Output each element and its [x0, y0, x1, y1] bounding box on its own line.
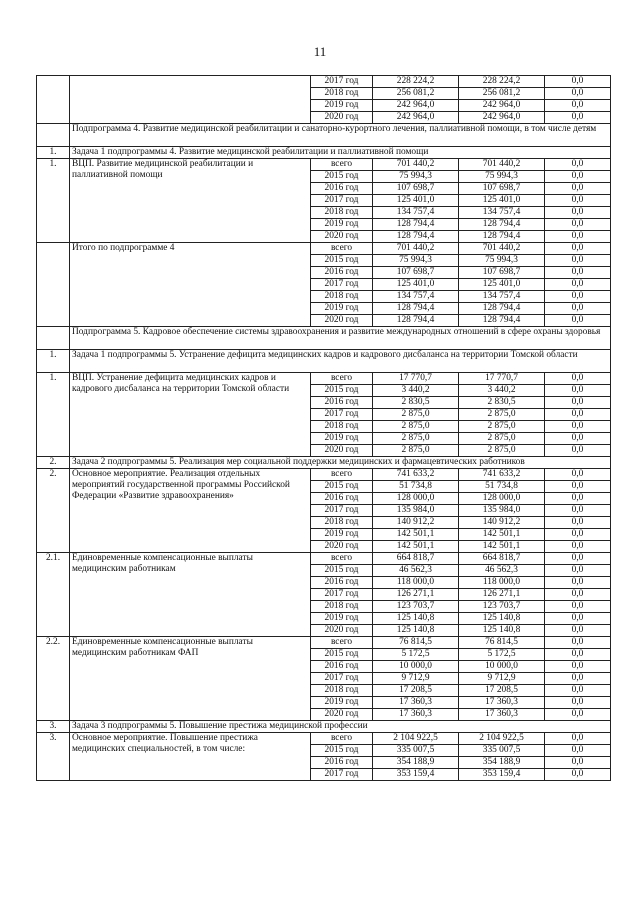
other-cell: 0,0 [545, 589, 611, 601]
period-cell: 2015 год [311, 745, 373, 757]
total-cell: 17 208,5 [373, 685, 459, 697]
table-row [37, 159, 611, 171]
period-cell: 2017 год [311, 505, 373, 517]
other-cell: 0,0 [545, 553, 611, 565]
period-cell: 2018 год [311, 601, 373, 613]
total-cell: 128 794,4 [373, 219, 459, 231]
budget-cell: 75 994,3 [459, 171, 545, 183]
other-cell: 0,0 [545, 219, 611, 231]
period-cell: 2018 год [311, 207, 373, 219]
table-row [37, 76, 611, 88]
table-body [37, 76, 611, 781]
budget-cell: 2 875,0 [459, 445, 545, 457]
total-cell: 123 703,7 [373, 601, 459, 613]
period-cell: всего [311, 637, 373, 649]
total-cell: 17 360,3 [373, 709, 459, 721]
budget-cell: 75 994,3 [459, 255, 545, 267]
other-cell: 0,0 [545, 231, 611, 243]
other-cell: 0,0 [545, 673, 611, 685]
budget-cell: 242 964,0 [459, 100, 545, 112]
section-header-text: Подпрограмма 5. Кадровое обеспечение системы здравоохранения и развитие международных отношений в сфере охраны здоровья [70, 327, 611, 350]
total-cell: 354 188,9 [373, 757, 459, 769]
budget-cell: 701 440,2 [459, 159, 545, 171]
row-number: 2.1. [37, 553, 70, 637]
budget-cell: 142 501,1 [459, 541, 545, 553]
other-cell: 0,0 [545, 303, 611, 315]
period-cell: 2017 год [311, 409, 373, 421]
period-cell: 2020 год [311, 709, 373, 721]
period-cell: 2016 год [311, 397, 373, 409]
total-cell: 76 814,5 [373, 637, 459, 649]
total-cell: 128 000,0 [373, 493, 459, 505]
activity-name [70, 76, 311, 124]
row-number [37, 76, 70, 124]
other-cell: 0,0 [545, 409, 611, 421]
period-cell: всего [311, 733, 373, 745]
budget-cell: 2 875,0 [459, 409, 545, 421]
total-cell: 125 401,0 [373, 195, 459, 207]
period-cell: 2018 год [311, 88, 373, 100]
total-cell: 126 271,1 [373, 589, 459, 601]
other-cell: 0,0 [545, 517, 611, 529]
total-cell: 128 794,4 [373, 231, 459, 243]
budget-cell: 353 159,4 [459, 769, 545, 781]
total-cell: 75 994,3 [373, 171, 459, 183]
period-cell: 2015 год [311, 385, 373, 397]
period-cell: 2015 год [311, 171, 373, 183]
other-cell: 0,0 [545, 637, 611, 649]
period-cell: 2017 год [311, 769, 373, 781]
budget-cell: 142 501,1 [459, 529, 545, 541]
total-cell: 125 401,0 [373, 279, 459, 291]
other-cell: 0,0 [545, 433, 611, 445]
section-header-text: Задача 3 подпрограммы 5. Повышение престижа медицинской профессии [70, 721, 611, 733]
row-number: 2. [37, 457, 70, 469]
other-cell: 0,0 [545, 565, 611, 577]
total-cell: 664 818,7 [373, 553, 459, 565]
other-cell: 0,0 [545, 649, 611, 661]
table-row [37, 373, 611, 385]
total-cell: 134 757,4 [373, 207, 459, 219]
other-cell: 0,0 [545, 625, 611, 637]
budget-cell: 741 633,2 [459, 469, 545, 481]
budget-cell: 51 734,8 [459, 481, 545, 493]
total-cell: 2 875,0 [373, 421, 459, 433]
period-cell: 2018 год [311, 517, 373, 529]
total-cell: 9 712,9 [373, 673, 459, 685]
row-number: 2.2. [37, 637, 70, 721]
activity-name: Итого по подпрограмме 4 [70, 243, 311, 327]
other-cell: 0,0 [545, 769, 611, 781]
total-cell: 701 440,2 [373, 243, 459, 255]
budget-cell: 2 830,5 [459, 397, 545, 409]
budget-cell: 135 984,0 [459, 505, 545, 517]
budget-cell: 5 172,5 [459, 649, 545, 661]
budget-cell: 107 698,7 [459, 267, 545, 279]
period-cell: всего [311, 159, 373, 171]
period-cell: 2016 год [311, 757, 373, 769]
budget-cell: 107 698,7 [459, 183, 545, 195]
period-cell: 2018 год [311, 421, 373, 433]
total-cell: 107 698,7 [373, 183, 459, 195]
section-header-text: Подпрограмма 4. Развитие медицинской реабилитации и санаторно-курортного лечения, паллиативной помощи, в том числе детям [70, 124, 611, 147]
other-cell: 0,0 [545, 112, 611, 124]
budget-cell: 128 794,4 [459, 303, 545, 315]
period-cell: 2019 год [311, 303, 373, 315]
period-cell: 2020 год [311, 541, 373, 553]
total-cell: 107 698,7 [373, 267, 459, 279]
period-cell: 2016 год [311, 661, 373, 673]
period-cell: 2017 год [311, 673, 373, 685]
period-cell: 2018 год [311, 685, 373, 697]
period-cell: 2019 год [311, 697, 373, 709]
total-cell: 353 159,4 [373, 769, 459, 781]
section-header-row [37, 124, 611, 147]
budget-cell: 335 007,5 [459, 745, 545, 757]
activity-name: Единовременные компенсационные выплаты медицинским работникам ФАП [70, 637, 311, 721]
other-cell: 0,0 [545, 505, 611, 517]
other-cell: 0,0 [545, 601, 611, 613]
budget-cell: 134 757,4 [459, 291, 545, 303]
other-cell: 0,0 [545, 183, 611, 195]
table-row [37, 469, 611, 481]
total-cell: 242 964,0 [373, 112, 459, 124]
total-cell: 5 172,5 [373, 649, 459, 661]
row-number: 1. [37, 159, 70, 243]
total-cell: 2 875,0 [373, 445, 459, 457]
period-cell: всего [311, 373, 373, 385]
other-cell: 0,0 [545, 279, 611, 291]
table-row [37, 637, 611, 649]
section-header-text: Задача 1 подпрограммы 4. Развитие медицинской реабилитации и паллиативной помощи [70, 147, 611, 159]
period-cell: 2017 год [311, 195, 373, 207]
table-row [37, 243, 611, 255]
period-cell: 2017 год [311, 589, 373, 601]
budget-cell: 10 000,0 [459, 661, 545, 673]
period-cell: 2020 год [311, 315, 373, 327]
period-cell: 2018 год [311, 291, 373, 303]
other-cell: 0,0 [545, 385, 611, 397]
activity-name: ВЦП. Устранение дефицита медицинских кадров и кадрового дисбаланса на территории Томской области [70, 373, 311, 457]
total-cell: 10 000,0 [373, 661, 459, 673]
total-cell: 2 875,0 [373, 409, 459, 421]
total-cell: 142 501,1 [373, 529, 459, 541]
other-cell: 0,0 [545, 685, 611, 697]
budget-cell: 125 401,0 [459, 279, 545, 291]
total-cell: 135 984,0 [373, 505, 459, 517]
other-cell: 0,0 [545, 481, 611, 493]
budget-cell: 242 964,0 [459, 112, 545, 124]
other-cell: 0,0 [545, 745, 611, 757]
total-cell: 125 140,8 [373, 625, 459, 637]
other-cell: 0,0 [545, 76, 611, 88]
section-header-row [37, 457, 611, 469]
period-cell: 2019 год [311, 219, 373, 231]
section-header-row [37, 327, 611, 350]
period-cell: 2019 год [311, 529, 373, 541]
budget-cell: 118 000,0 [459, 577, 545, 589]
total-cell: 142 501,1 [373, 541, 459, 553]
activity-name: Основное мероприятие. Реализация отдельных мероприятий государственной программы Российской Федерации «Развитие здравоохранения» [70, 469, 311, 553]
activity-name: ВЦП. Развитие медицинской реабилитации и паллиативной помощи [70, 159, 311, 243]
period-cell: всего [311, 553, 373, 565]
budget-cell: 123 703,7 [459, 601, 545, 613]
period-cell: 2020 год [311, 112, 373, 124]
period-cell: 2017 год [311, 76, 373, 88]
period-cell: 2016 год [311, 577, 373, 589]
section-header-row [37, 721, 611, 733]
budget-cell: 354 188,9 [459, 757, 545, 769]
total-cell: 256 081,2 [373, 88, 459, 100]
other-cell: 0,0 [545, 267, 611, 279]
other-cell: 0,0 [545, 315, 611, 327]
activity-name: Единовременные компенсационные выплаты медицинским работникам [70, 553, 311, 637]
total-cell: 3 440,2 [373, 385, 459, 397]
period-cell: 2017 год [311, 279, 373, 291]
budget-cell: 664 818,7 [459, 553, 545, 565]
budget-cell: 46 562,3 [459, 565, 545, 577]
row-number: 1. [37, 147, 70, 159]
budget-cell: 17 360,3 [459, 697, 545, 709]
table-row [37, 553, 611, 565]
budget-cell: 3 440,2 [459, 385, 545, 397]
other-cell: 0,0 [545, 195, 611, 207]
total-cell: 2 830,5 [373, 397, 459, 409]
total-cell: 140 912,2 [373, 517, 459, 529]
period-cell: 2015 год [311, 565, 373, 577]
other-cell: 0,0 [545, 88, 611, 100]
other-cell: 0,0 [545, 529, 611, 541]
total-cell: 741 633,2 [373, 469, 459, 481]
total-cell: 335 007,5 [373, 745, 459, 757]
other-cell: 0,0 [545, 171, 611, 183]
row-number [37, 327, 70, 350]
row-number [37, 243, 70, 327]
budget-cell: 701 440,2 [459, 243, 545, 255]
total-cell: 17 360,3 [373, 697, 459, 709]
total-cell: 128 794,4 [373, 303, 459, 315]
section-header-row [37, 147, 611, 159]
activity-name: Основное мероприятие. Повышение престижа медицинских специальностей, в том числе: [70, 733, 311, 781]
total-cell: 134 757,4 [373, 291, 459, 303]
other-cell: 0,0 [545, 709, 611, 721]
period-cell: 2015 год [311, 255, 373, 267]
budget-cell: 128 794,4 [459, 231, 545, 243]
other-cell: 0,0 [545, 397, 611, 409]
period-cell: 2020 год [311, 625, 373, 637]
total-cell: 701 440,2 [373, 159, 459, 171]
other-cell: 0,0 [545, 207, 611, 219]
other-cell: 0,0 [545, 733, 611, 745]
total-cell: 228 224,2 [373, 76, 459, 88]
other-cell: 0,0 [545, 577, 611, 589]
section-header-row [37, 350, 611, 373]
budget-cell: 125 401,0 [459, 195, 545, 207]
row-number [37, 124, 70, 147]
other-cell: 0,0 [545, 493, 611, 505]
total-cell: 125 140,8 [373, 613, 459, 625]
total-cell: 51 734,8 [373, 481, 459, 493]
total-cell: 46 562,3 [373, 565, 459, 577]
other-cell: 0,0 [545, 541, 611, 553]
budget-table [36, 75, 611, 781]
row-number: 1. [37, 350, 70, 373]
budget-cell: 2 875,0 [459, 421, 545, 433]
period-cell: 2016 год [311, 267, 373, 279]
period-cell: 2016 год [311, 183, 373, 195]
other-cell: 0,0 [545, 100, 611, 112]
period-cell: 2019 год [311, 433, 373, 445]
total-cell: 128 794,4 [373, 315, 459, 327]
budget-cell: 2 875,0 [459, 433, 545, 445]
budget-cell: 128 000,0 [459, 493, 545, 505]
other-cell: 0,0 [545, 159, 611, 171]
page-number: 11 [313, 44, 327, 59]
total-cell: 118 000,0 [373, 577, 459, 589]
other-cell: 0,0 [545, 661, 611, 673]
period-cell: 2019 год [311, 613, 373, 625]
budget-cell: 256 081,2 [459, 88, 545, 100]
other-cell: 0,0 [545, 291, 611, 303]
table-row [37, 733, 611, 745]
period-cell: 2020 год [311, 231, 373, 243]
budget-cell: 17 360,3 [459, 709, 545, 721]
row-number: 3. [37, 721, 70, 733]
total-cell: 17 770,7 [373, 373, 459, 385]
budget-cell: 17 208,5 [459, 685, 545, 697]
budget-cell: 140 912,2 [459, 517, 545, 529]
other-cell: 0,0 [545, 757, 611, 769]
period-cell: всего [311, 469, 373, 481]
budget-cell: 128 794,4 [459, 315, 545, 327]
section-header-text: Задача 2 подпрограммы 5. Реализация мер социальной поддержки медицинских и фармацевтических работников [70, 457, 611, 469]
other-cell: 0,0 [545, 421, 611, 433]
row-number: 3. [37, 733, 70, 781]
row-number: 1. [37, 373, 70, 457]
other-cell: 0,0 [545, 613, 611, 625]
other-cell: 0,0 [545, 697, 611, 709]
total-cell: 2 104 922,5 [373, 733, 459, 745]
period-cell: всего [311, 243, 373, 255]
budget-cell: 76 814,5 [459, 637, 545, 649]
other-cell: 0,0 [545, 469, 611, 481]
period-cell: 2020 год [311, 445, 373, 457]
budget-cell: 9 712,9 [459, 673, 545, 685]
period-cell: 2019 год [311, 100, 373, 112]
total-cell: 75 994,3 [373, 255, 459, 267]
other-cell: 0,0 [545, 243, 611, 255]
budget-cell: 2 104 922,5 [459, 733, 545, 745]
budget-cell: 228 224,2 [459, 76, 545, 88]
period-cell: 2015 год [311, 481, 373, 493]
section-header-text: Задача 1 подпрограммы 5. Устранение дефицита медицинских кадров и кадрового дисбаланса на территории Томской области [70, 350, 611, 373]
row-number: 2. [37, 469, 70, 553]
period-cell: 2016 год [311, 493, 373, 505]
other-cell: 0,0 [545, 255, 611, 267]
budget-cell: 125 140,8 [459, 625, 545, 637]
other-cell: 0,0 [545, 373, 611, 385]
total-cell: 242 964,0 [373, 100, 459, 112]
budget-cell: 125 140,8 [459, 613, 545, 625]
total-cell: 2 875,0 [373, 433, 459, 445]
budget-cell: 134 757,4 [459, 207, 545, 219]
budget-cell: 17 770,7 [459, 373, 545, 385]
budget-cell: 128 794,4 [459, 219, 545, 231]
budget-cell: 126 271,1 [459, 589, 545, 601]
period-cell: 2015 год [311, 649, 373, 661]
other-cell: 0,0 [545, 445, 611, 457]
